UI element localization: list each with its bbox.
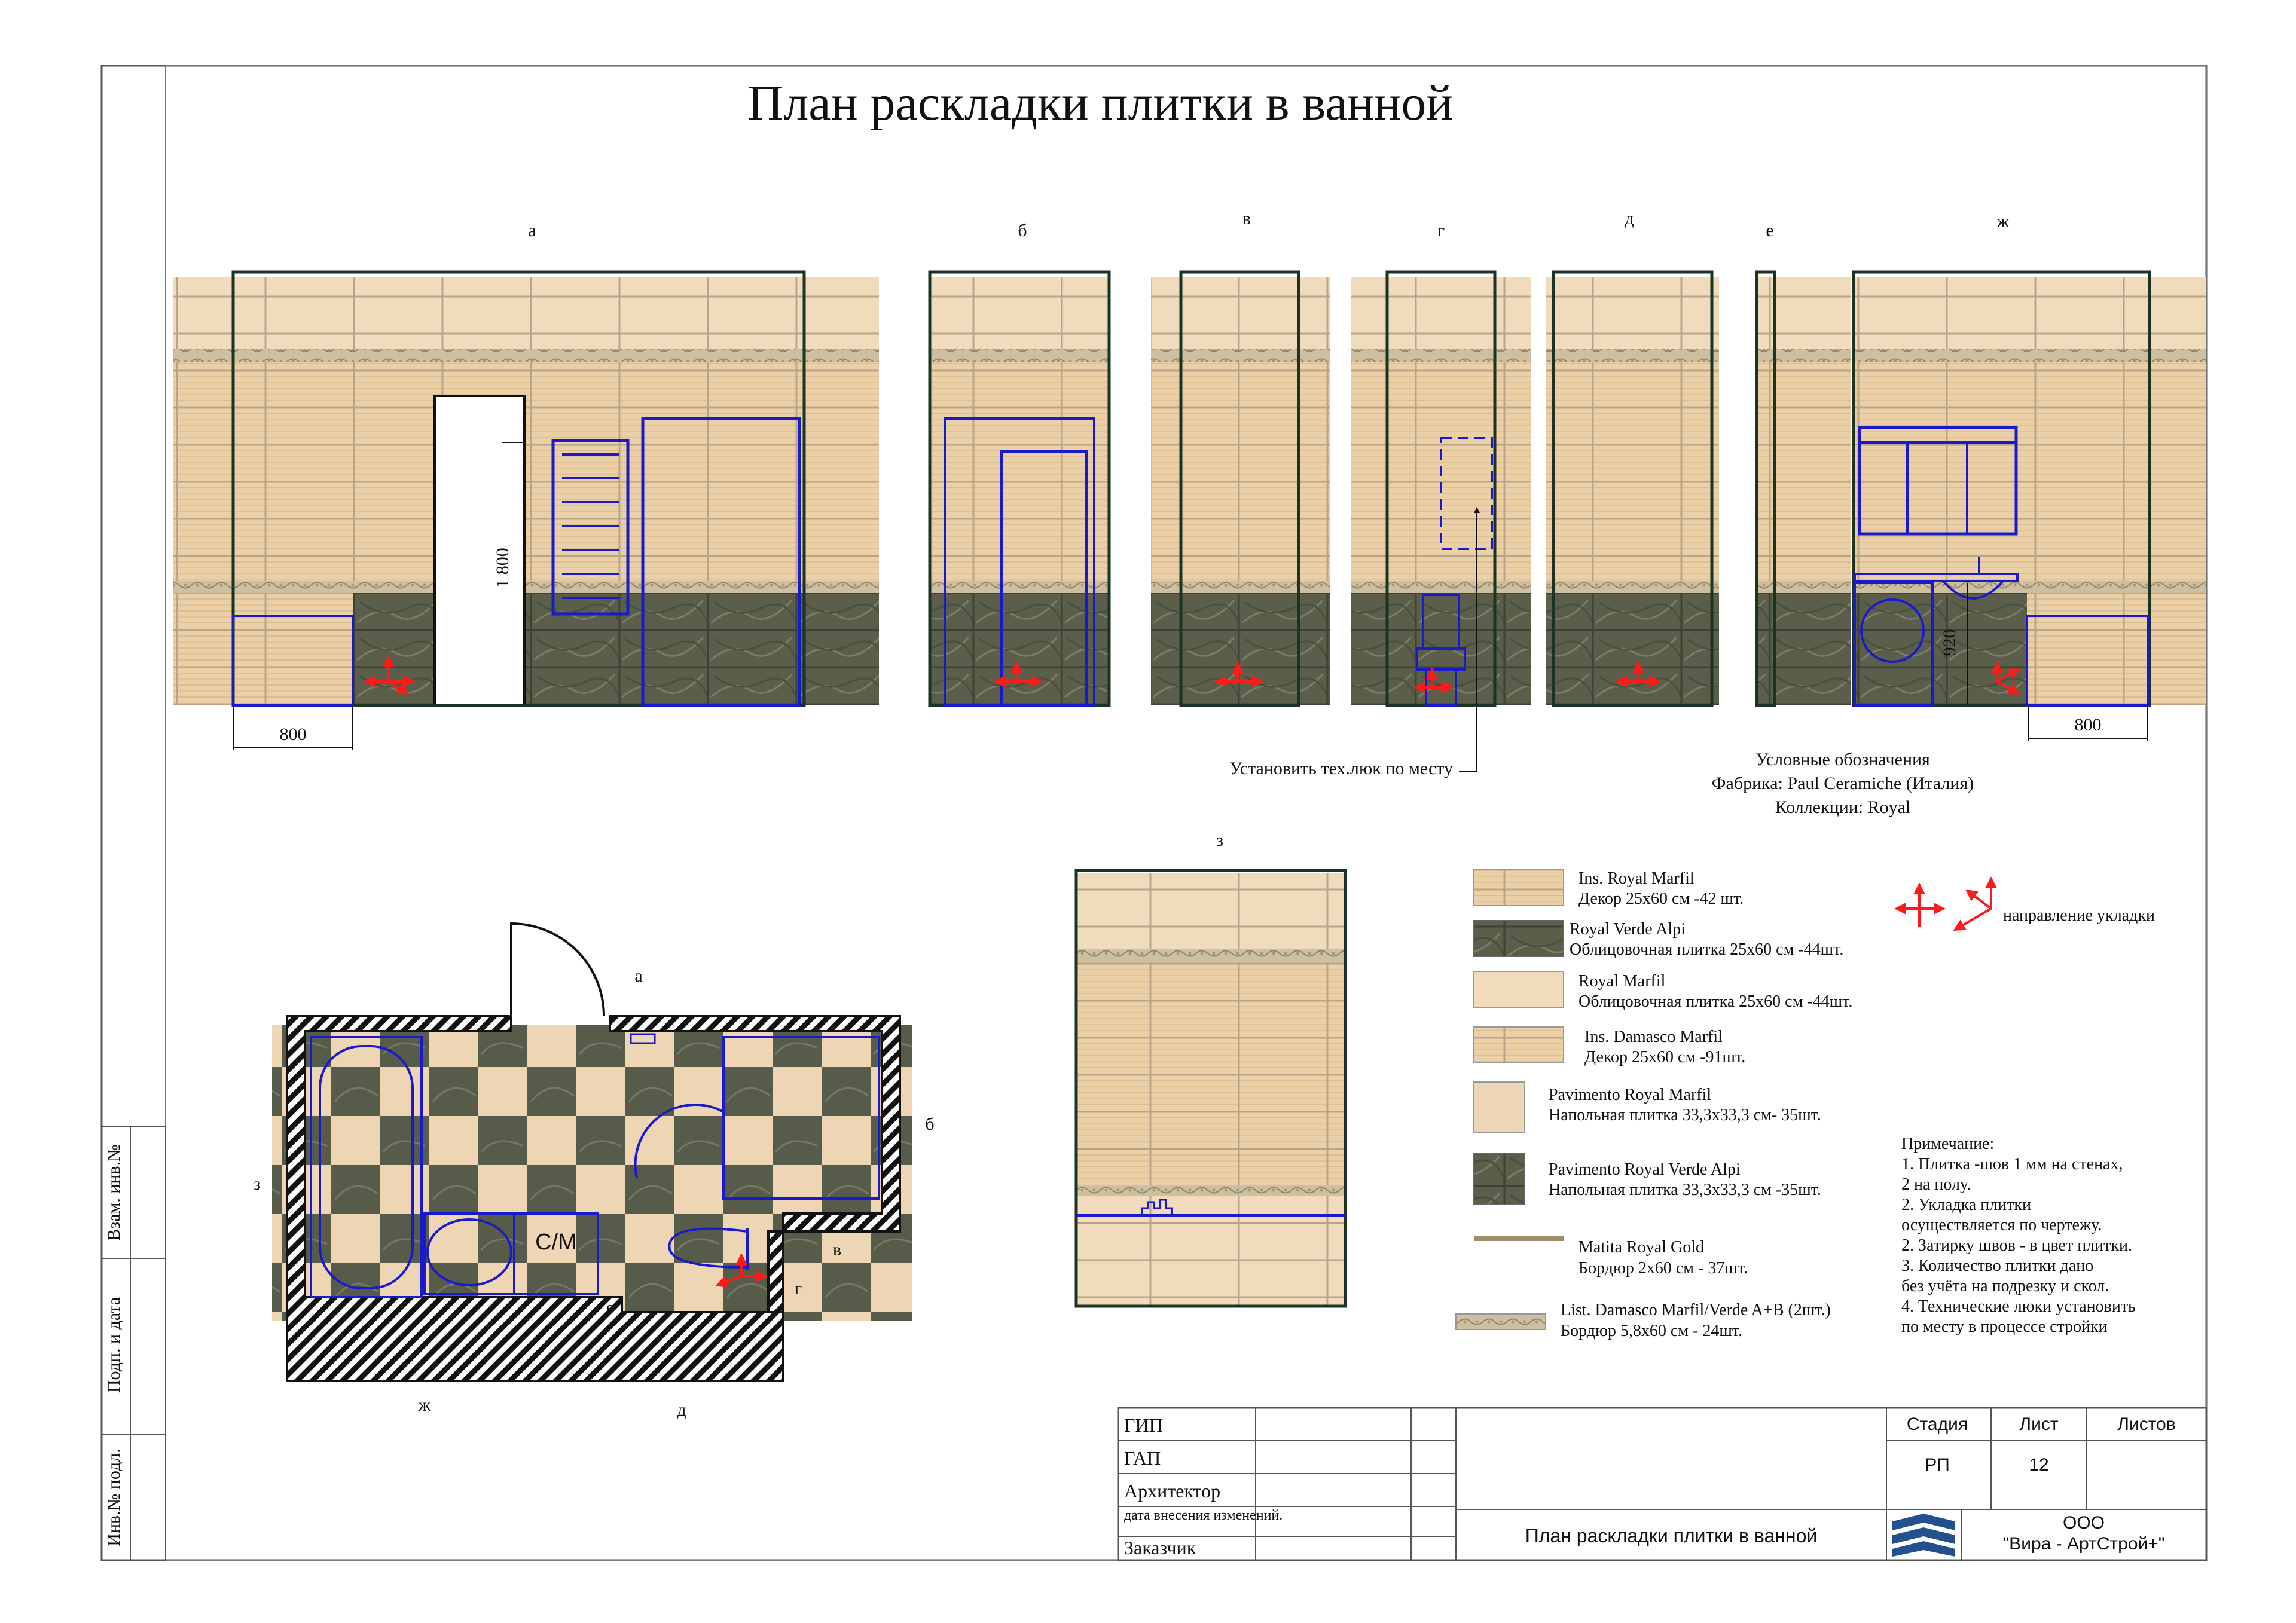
legend-name-6: Matita Royal Gold bbox=[1578, 1238, 1704, 1257]
dim-sink-920: 920 bbox=[1940, 629, 1959, 656]
elev-label-g: г bbox=[1437, 221, 1445, 240]
company-line2: "Вира - АртСтрой+" bbox=[2002, 1534, 2165, 1554]
svg-text:4. Технические люки установить: 4. Технические люки установить bbox=[1901, 1297, 2136, 1316]
side-stamp bbox=[102, 1127, 166, 1560]
legend-collection: Коллекции: Royal bbox=[1775, 797, 1911, 817]
legend-name-4: Pavimento Royal Marfil bbox=[1549, 1086, 1712, 1104]
elevation-g bbox=[1351, 272, 1531, 771]
elevation-e bbox=[1755, 272, 1851, 705]
floor-plan bbox=[272, 924, 912, 1381]
legend-swatch-1 bbox=[1474, 921, 1564, 956]
elevation-v bbox=[1151, 272, 1330, 705]
elev-label-a: а bbox=[528, 221, 536, 240]
elev-label-b: б bbox=[1018, 221, 1027, 240]
dim-right-800: 800 bbox=[2074, 715, 2102, 735]
plan-label-e: е bbox=[606, 1298, 613, 1316]
legend-name-0: Ins. Royal Marfil bbox=[1578, 869, 1694, 888]
legend-desc-1: Облицовочная плитка 25x60 см -44шт. bbox=[1570, 940, 1844, 959]
role-date: дата внесения изменений. bbox=[1124, 1508, 1283, 1523]
company-logo-icon bbox=[1889, 1512, 1958, 1557]
dim-door-height: 1 800 bbox=[493, 548, 512, 588]
plan-label-v: в bbox=[832, 1240, 842, 1260]
plan-label-g: г bbox=[794, 1279, 802, 1298]
plan-label-d: д bbox=[677, 1400, 686, 1420]
legend-desc-3: Декор 25x60 см -91шт. bbox=[1584, 1048, 1746, 1066]
role-architect: Архитектор bbox=[1124, 1480, 1221, 1502]
plan-label-z: з bbox=[254, 1174, 261, 1194]
svg-text:2. Затирку швов - в цвет плит: 2. Затирку швов - в цвет плитки. bbox=[1901, 1236, 2132, 1255]
legend-swatch-2 bbox=[1474, 971, 1564, 1007]
legend-swatch-7 bbox=[1456, 1314, 1546, 1329]
sheet-value: 12 bbox=[2029, 1455, 2049, 1475]
sheet-header: Лист bbox=[2019, 1414, 2059, 1434]
svg-text:3. Количество плитки дано: 3. Количество плитки дано bbox=[1901, 1257, 2094, 1275]
elevation-zh bbox=[1854, 272, 2206, 741]
elevation-z bbox=[1076, 870, 1345, 1306]
svg-text:2. Укладка плитки: 2. Укладка плитки bbox=[1901, 1196, 2031, 1214]
title-block bbox=[1118, 1408, 2206, 1560]
legend-swatch-0 bbox=[1474, 870, 1564, 906]
direction-icon bbox=[1897, 879, 1991, 930]
svg-text:Подп. и дата: Подп. и дата bbox=[104, 1297, 124, 1393]
elevation-b bbox=[930, 272, 1109, 705]
elevation-d bbox=[1546, 272, 1719, 705]
elevation-a bbox=[173, 272, 879, 750]
sheets-header: Листов bbox=[2117, 1414, 2176, 1434]
role-gip: ГИП bbox=[1124, 1414, 1163, 1436]
washer-label: С/М bbox=[535, 1230, 577, 1255]
svg-text:Взам. инв.№: Взам. инв.№ bbox=[104, 1144, 124, 1241]
legend-name-2: Royal Marfil bbox=[1578, 972, 1666, 991]
plan-label-a: а bbox=[634, 966, 643, 986]
elev-label-d: д bbox=[1625, 209, 1634, 228]
legend-desc-2: Облицовочная плитка 25x60 см -44шт. bbox=[1578, 992, 1853, 1011]
company-line1: ООО bbox=[2062, 1513, 2105, 1533]
legend-name-5: Pavimento Royal Verde Alpi bbox=[1549, 1160, 1741, 1179]
legend-swatch-4 bbox=[1474, 1082, 1525, 1133]
legend-desc-0: Декор 25x60 см -42 шт. bbox=[1578, 890, 1744, 908]
legend-title: Условные обозначения bbox=[1755, 750, 1930, 769]
door-swing-icon bbox=[511, 924, 604, 1016]
dim-left-800: 800 bbox=[279, 725, 307, 744]
svg-text:без учёта на подрезку и скол.: без учёта на подрезку и скол. bbox=[1901, 1277, 2109, 1295]
svg-text:осуществляется по чертежу.: осуществляется по чертежу. bbox=[1901, 1216, 2102, 1234]
plan-label-b: б bbox=[925, 1114, 935, 1134]
role-gap: ГАП bbox=[1124, 1447, 1161, 1469]
elev-label-z: з bbox=[1216, 830, 1223, 850]
legend-name-3: Ins. Damasco Marfil bbox=[1584, 1028, 1723, 1046]
legend-desc-5: Напольная плитка 33,3x33,3 см -35шт. bbox=[1549, 1181, 1821, 1199]
stage-header: Стадия bbox=[1906, 1414, 1968, 1434]
svg-text:Примечание:: Примечание: bbox=[1901, 1135, 1995, 1153]
elev-label-e: е bbox=[1766, 221, 1774, 240]
elev-label-zh: ж bbox=[1996, 212, 2010, 231]
legend-desc-6: Бордюр 2x60 см - 37шт. bbox=[1578, 1259, 1748, 1277]
legend-swatch-3 bbox=[1474, 1027, 1564, 1063]
svg-text:2 на полу.: 2 на полу. bbox=[1901, 1175, 1971, 1194]
elev-label-v: в bbox=[1242, 209, 1251, 228]
legend-desc-4: Напольная плитка 33,3x33,3 см- 35шт. bbox=[1549, 1106, 1821, 1124]
stage-value: РП bbox=[1925, 1455, 1950, 1475]
legend-swatch-5 bbox=[1474, 1154, 1525, 1205]
hatch-note: Установить тех.люк по месту bbox=[1229, 759, 1453, 778]
page-title: План раскладки плитки в ванной bbox=[747, 75, 1454, 131]
plan-label-zh: ж bbox=[418, 1395, 431, 1415]
svg-text:1. Плитка -шов 1 мм на стенах: 1. Плитка -шов 1 мм на стенах, bbox=[1901, 1155, 2123, 1173]
legend-swatch-6 bbox=[1474, 1236, 1564, 1241]
svg-text:Инв.№ подл.: Инв.№ подл. bbox=[104, 1448, 124, 1546]
legend-name-1: Royal Verde Alpi bbox=[1570, 920, 1686, 939]
direction-label: направление укладки bbox=[2003, 906, 2155, 925]
legend-desc-7: Бордюр 5,8x60 см - 24шт. bbox=[1561, 1322, 1743, 1340]
drawing-title: План раскладки плитки в ванной bbox=[1525, 1525, 1818, 1546]
legend-name-7: List. Damasco Marfil/Verde A+B (2шт.) bbox=[1561, 1301, 1831, 1319]
legend-factory: Фабрика: Paul Ceramiche (Италия) bbox=[1711, 774, 1974, 793]
notes bbox=[1901, 1135, 2136, 1336]
svg-text:по месту в процессе стройки: по месту в процессе стройки bbox=[1901, 1318, 2108, 1336]
role-client: Заказчик bbox=[1124, 1537, 1196, 1558]
